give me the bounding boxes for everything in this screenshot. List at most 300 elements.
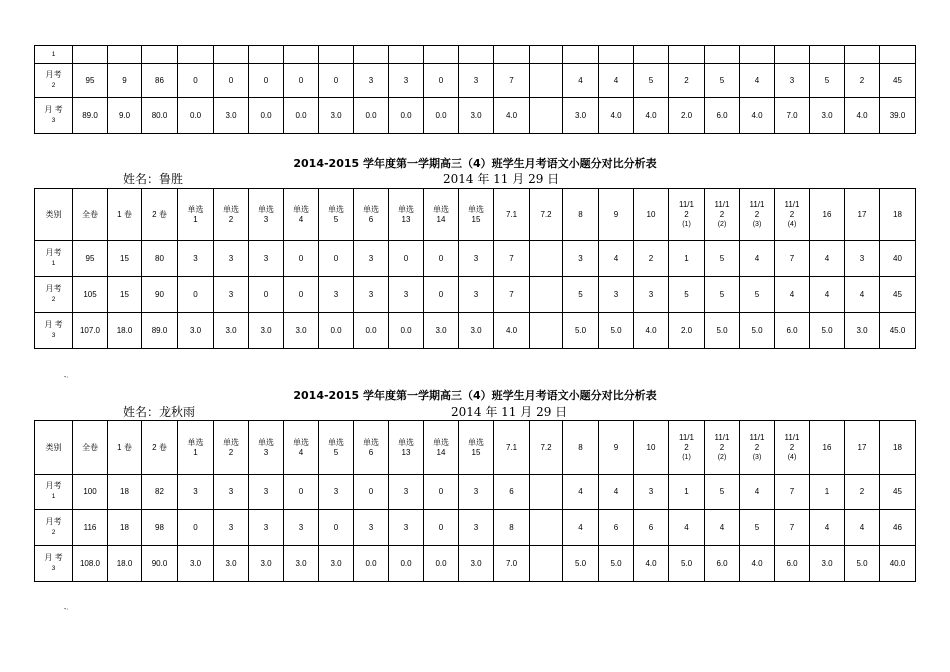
header-cell: 单选 6 (354, 421, 389, 475)
data-cell (494, 46, 530, 64)
data-cell (530, 98, 563, 134)
data-cell: 5.0 (845, 546, 880, 582)
data-cell: 6.0 (705, 98, 740, 134)
data-cell: 5 (563, 277, 599, 313)
data-cell: 4 (740, 64, 775, 98)
table-row (35, 277, 916, 313)
header-cell: 单选 2 (214, 421, 249, 475)
data-cell (319, 46, 354, 64)
data-cell: 5.0 (669, 546, 705, 582)
data-cell: 4.0 (634, 313, 669, 349)
data-cell: 89.0 (142, 313, 178, 349)
data-cell: 5.0 (599, 313, 634, 349)
data-cell: 15 (108, 241, 142, 277)
data-cell: 3 (599, 277, 634, 313)
header-cell: 17 (845, 421, 880, 475)
data-cell: 0 (424, 475, 459, 510)
data-cell: 95 (73, 64, 108, 98)
data-cell: 3 (459, 64, 494, 98)
data-cell: 1 (669, 475, 705, 510)
data-cell: 5 (740, 277, 775, 313)
data-cell: 3 (459, 241, 494, 277)
data-cell: 5.0 (599, 546, 634, 582)
data-cell (284, 46, 319, 64)
data-cell: 0 (284, 277, 319, 313)
data-cell: 5.0 (705, 313, 740, 349)
data-cell: 3 (354, 241, 389, 277)
data-cell: 0 (354, 475, 389, 510)
data-cell: 0.0 (389, 313, 424, 349)
data-cell: 4 (810, 510, 845, 546)
data-cell: 3 (319, 475, 354, 510)
header-subscript: (3) (752, 453, 762, 461)
data-cell: 3.0 (459, 546, 494, 582)
data-cell: 0.0 (389, 546, 424, 582)
header-cell: 全卷 (73, 189, 108, 241)
header-cell: 7.1 (494, 189, 530, 241)
data-cell: 3 (214, 277, 249, 313)
data-cell: 3.0 (249, 313, 284, 349)
data-cell: 3.0 (845, 313, 880, 349)
header-cell: 2 卷 (142, 421, 178, 475)
row-label: 月 考 3 (35, 98, 73, 134)
data-cell: 0 (214, 64, 249, 98)
row-label: 月考 1 (35, 241, 73, 277)
header-subscript: (1) (682, 220, 691, 228)
data-cell: 2 (634, 241, 669, 277)
data-cell: 5 (740, 510, 775, 546)
data-cell: 3.0 (249, 546, 284, 582)
data-cell: 5 (705, 241, 740, 277)
header-cell: 单选 1 (178, 421, 214, 475)
data-cell: 6.0 (705, 546, 740, 582)
data-cell: 0 (319, 241, 354, 277)
data-cell: 3 (389, 510, 424, 546)
header-cell: 11/1 2 (2) (705, 421, 740, 475)
data-cell: 4 (740, 475, 775, 510)
row-label: 月 考 3 (35, 313, 73, 349)
data-cell: 45.0 (880, 313, 916, 349)
data-cell: 15 (108, 277, 142, 313)
data-cell: 5 (705, 64, 740, 98)
data-cell: 4 (740, 241, 775, 277)
header-row (35, 421, 916, 475)
score-table-prev (34, 45, 916, 134)
data-cell: 3 (249, 241, 284, 277)
header-cell: 单选 13 (389, 189, 424, 241)
data-cell: 98 (142, 510, 178, 546)
data-cell: 3 (214, 510, 249, 546)
header-cell: 类别 (35, 421, 73, 475)
data-cell: 6.0 (775, 313, 810, 349)
header-cell: 7.2 (530, 421, 563, 475)
data-cell: 0.0 (284, 98, 319, 134)
data-cell: 0.0 (354, 313, 389, 349)
data-cell: 5 (705, 475, 740, 510)
row-label (35, 46, 73, 64)
row-label-number: 1 (51, 50, 56, 58)
data-cell (424, 46, 459, 64)
header-cell: 单选 5 (319, 189, 354, 241)
data-cell: 0 (319, 64, 354, 98)
data-cell: 4.0 (740, 98, 775, 134)
data-cell: 0.0 (389, 98, 424, 134)
header-cell: 16 (810, 421, 845, 475)
data-cell: 3 (389, 64, 424, 98)
data-cell: 9 (108, 64, 142, 98)
data-cell: 86 (142, 64, 178, 98)
header-cell: 2 卷 (142, 189, 178, 241)
data-cell: 4 (845, 510, 880, 546)
data-cell (634, 46, 669, 64)
data-cell: 3.0 (459, 313, 494, 349)
table-row (35, 510, 916, 546)
table-row (35, 46, 916, 64)
data-cell (740, 46, 775, 64)
table-body (35, 421, 916, 582)
data-cell: 18.0 (108, 546, 142, 582)
score-table-lusheng (34, 188, 916, 349)
data-cell: 3.0 (459, 98, 494, 134)
data-cell: 5 (669, 277, 705, 313)
data-cell: 6 (634, 510, 669, 546)
data-cell: 4 (810, 241, 845, 277)
data-cell: 5 (634, 64, 669, 98)
data-cell: 0 (249, 64, 284, 98)
data-cell: 80 (142, 241, 178, 277)
data-cell (775, 46, 810, 64)
report-title: 2014-2015 学年度第一学期高三（4）班学生月考语文小题分对比分析表 (293, 389, 657, 402)
data-cell: 5.0 (563, 546, 599, 582)
header-cell: 单选 14 (424, 189, 459, 241)
data-cell: 90 (142, 277, 178, 313)
data-cell: 3 (634, 277, 669, 313)
data-cell (530, 546, 563, 582)
data-cell: 3.0 (284, 546, 319, 582)
data-cell: 4.0 (494, 313, 530, 349)
header-cell: 1 卷 (108, 189, 142, 241)
data-cell: 1 (669, 241, 705, 277)
data-cell: 3 (354, 64, 389, 98)
data-cell: 3 (214, 241, 249, 277)
header-cell: 11/1 2 (3) (740, 189, 775, 241)
data-cell: 2 (845, 64, 880, 98)
header-subscript: (3) (752, 220, 762, 228)
header-cell: 11/1 2 (4) (775, 421, 810, 475)
data-cell: 80.0 (142, 98, 178, 134)
header-cell: 单选 14 (424, 421, 459, 475)
header-cell: 单选 13 (389, 421, 424, 475)
table-row (35, 64, 916, 98)
data-cell (108, 46, 142, 64)
data-cell: 90.0 (142, 546, 178, 582)
data-cell: 100 (73, 475, 108, 510)
data-cell: 3 (845, 241, 880, 277)
table-row (35, 98, 916, 134)
data-cell (214, 46, 249, 64)
data-cell: 4 (845, 277, 880, 313)
data-cell: 3.0 (284, 313, 319, 349)
header-cell: 全卷 (73, 421, 108, 475)
data-cell: 105 (73, 277, 108, 313)
data-cell: 3 (354, 277, 389, 313)
header-cell: 16 (810, 189, 845, 241)
data-cell: 0.0 (424, 98, 459, 134)
data-cell: 5.0 (740, 313, 775, 349)
header-cell: 单选 15 (459, 421, 494, 475)
data-cell: 4 (563, 510, 599, 546)
header-cell: 7.1 (494, 421, 530, 475)
data-cell: 3.0 (810, 98, 845, 134)
data-cell: 95 (73, 241, 108, 277)
data-cell: 0.0 (178, 98, 214, 134)
header-cell: 单选 6 (354, 189, 389, 241)
data-cell (599, 46, 634, 64)
data-cell: 7 (775, 510, 810, 546)
data-cell (880, 46, 916, 64)
header-cell: 8 (563, 189, 599, 241)
table-row (35, 241, 916, 277)
row-label: 月考 2 (35, 64, 73, 98)
data-cell: 3 (634, 475, 669, 510)
data-cell: 4 (599, 241, 634, 277)
data-cell: 7.0 (494, 546, 530, 582)
data-cell: 0 (424, 510, 459, 546)
data-cell (459, 46, 494, 64)
data-cell: 8 (494, 510, 530, 546)
header-cell: 单选 1 (178, 189, 214, 241)
header-subscript: (4) (787, 453, 797, 461)
header-cell: 9 (599, 421, 634, 475)
data-cell: 4 (810, 277, 845, 313)
table-body (35, 189, 916, 349)
data-cell: 18 (108, 510, 142, 546)
row-label-number: 1 (51, 493, 56, 500)
data-cell: 0.0 (319, 313, 354, 349)
data-cell: 3.0 (214, 98, 249, 134)
data-cell: 6.0 (775, 546, 810, 582)
data-cell: 3 (459, 475, 494, 510)
header-subscript: (2) (717, 220, 727, 228)
data-cell: 2 (669, 64, 705, 98)
header-cell: 11/1 2 (1) (669, 421, 705, 475)
header-cell: 11/1 2 (1) (669, 189, 705, 241)
data-cell (530, 46, 563, 64)
header-cell: 18 (880, 189, 916, 241)
data-cell: 7 (775, 241, 810, 277)
data-cell (178, 46, 214, 64)
data-cell: 4.0 (599, 98, 634, 134)
data-cell: 18 (108, 475, 142, 510)
data-cell: 2.0 (669, 98, 705, 134)
data-cell (845, 46, 880, 64)
header-cell: 11/1 2 (4) (775, 189, 810, 241)
header-cell: 7.2 (530, 189, 563, 241)
data-cell: 3.0 (319, 98, 354, 134)
data-cell: 0 (389, 241, 424, 277)
header-cell: 11/1 2 (2) (705, 189, 740, 241)
report-date: 2014 年 11 月 29 日 (443, 172, 560, 186)
data-cell: 3.0 (214, 546, 249, 582)
data-cell: 4 (775, 277, 810, 313)
data-cell: 3.0 (810, 546, 845, 582)
report-date: 2014 年 11 月 29 日 (451, 405, 568, 419)
data-cell: 4 (563, 475, 599, 510)
row-label-number: 2 (51, 295, 56, 303)
data-cell: 3 (775, 64, 810, 98)
data-cell (249, 46, 284, 64)
header-cell: 单选 3 (249, 421, 284, 475)
data-cell: 6 (494, 475, 530, 510)
table-row (35, 546, 916, 582)
header-cell: 17 (845, 189, 880, 241)
data-cell: 3 (354, 510, 389, 546)
data-cell: 5.0 (563, 313, 599, 349)
student-name: 姓名：鲁胜 (123, 172, 184, 186)
page-mark: -· (64, 374, 69, 381)
data-cell: 3 (389, 475, 424, 510)
data-cell (73, 46, 108, 64)
data-cell: 45 (880, 277, 916, 313)
data-cell: 6 (599, 510, 634, 546)
data-cell: 4 (599, 475, 634, 510)
header-cell: 单选 5 (319, 421, 354, 475)
row-label-number: 2 (51, 528, 56, 536)
header-row (35, 189, 916, 241)
data-cell: 4 (669, 510, 705, 546)
data-cell: 4.0 (634, 546, 669, 582)
data-cell: 107.0 (73, 313, 108, 349)
header-subscript: (2) (717, 453, 727, 461)
data-cell: 0 (284, 64, 319, 98)
data-cell (530, 277, 563, 313)
data-cell: 9.0 (108, 98, 142, 134)
page-mark: -· (64, 606, 69, 613)
data-cell: 0 (178, 64, 214, 98)
header-cell: 单选 15 (459, 189, 494, 241)
data-cell (389, 46, 424, 64)
data-cell: 40 (880, 241, 916, 277)
data-cell: 7.0 (775, 98, 810, 134)
header-cell: 单选 4 (284, 189, 319, 241)
data-cell: 3.0 (563, 98, 599, 134)
data-cell: 3 (284, 510, 319, 546)
data-cell: 7 (775, 475, 810, 510)
data-cell: 89.0 (73, 98, 108, 134)
data-cell: 0.0 (354, 546, 389, 582)
data-cell: 0 (284, 241, 319, 277)
header-cell: 类别 (35, 189, 73, 241)
header-cell: 10 (634, 189, 669, 241)
data-cell (530, 475, 563, 510)
header-cell: 1 卷 (108, 421, 142, 475)
data-cell: 45 (880, 475, 916, 510)
data-cell (530, 241, 563, 277)
data-cell: 0 (249, 277, 284, 313)
score-table-longqiuyu (34, 420, 916, 582)
data-cell: 3.0 (424, 313, 459, 349)
data-cell: 4 (599, 64, 634, 98)
data-cell: 3 (389, 277, 424, 313)
table-body (35, 46, 916, 134)
data-cell: 3 (459, 277, 494, 313)
data-cell (530, 510, 563, 546)
data-cell: 3.0 (178, 546, 214, 582)
data-cell: 4.0 (494, 98, 530, 134)
data-cell: 4.0 (634, 98, 669, 134)
data-cell: 3 (249, 475, 284, 510)
data-cell: 0 (319, 510, 354, 546)
data-cell: 40.0 (880, 546, 916, 582)
data-cell: 1 (810, 475, 845, 510)
header-cell: 9 (599, 189, 634, 241)
header-cell: 11/1 2 (3) (740, 421, 775, 475)
header-subscript: (1) (682, 453, 691, 461)
data-cell: 0 (424, 277, 459, 313)
table-row (35, 313, 916, 349)
data-cell: 0.0 (354, 98, 389, 134)
data-cell: 0 (178, 277, 214, 313)
data-cell (142, 46, 178, 64)
data-cell: 39.0 (880, 98, 916, 134)
data-cell (530, 64, 563, 98)
data-cell: 3 (319, 277, 354, 313)
data-cell: 3 (459, 510, 494, 546)
data-cell: 3.0 (214, 313, 249, 349)
data-cell: 0.0 (249, 98, 284, 134)
data-cell: 3 (178, 475, 214, 510)
data-cell: 0 (178, 510, 214, 546)
data-cell: 5.0 (810, 313, 845, 349)
row-label: 月 考 3 (35, 546, 73, 582)
data-cell: 5 (705, 277, 740, 313)
data-cell: 3 (249, 510, 284, 546)
data-cell: 0 (424, 64, 459, 98)
row-label-number: 3 (51, 331, 56, 339)
data-cell (705, 46, 740, 64)
data-cell: 3 (178, 241, 214, 277)
data-cell: 3.0 (319, 546, 354, 582)
data-cell (669, 46, 705, 64)
header-cell: 单选 4 (284, 421, 319, 475)
row-label-number: 2 (51, 81, 56, 89)
data-cell: 5 (810, 64, 845, 98)
row-label-number: 1 (51, 259, 56, 267)
header-cell: 10 (634, 421, 669, 475)
data-cell: 0.0 (424, 546, 459, 582)
data-cell: 2.0 (669, 313, 705, 349)
data-cell: 116 (73, 510, 108, 546)
report-title: 2014-2015 学年度第一学期高三（4）班学生月考语文小题分对比分析表 (293, 157, 657, 170)
row-label-number: 3 (51, 116, 56, 124)
data-cell: 4.0 (845, 98, 880, 134)
data-cell (810, 46, 845, 64)
row-label-number: 3 (51, 564, 56, 572)
row-label: 月考 1 (35, 475, 73, 510)
row-label: 月考 2 (35, 510, 73, 546)
data-cell: 46 (880, 510, 916, 546)
data-cell: 4.0 (740, 546, 775, 582)
data-cell: 0 (284, 475, 319, 510)
data-cell: 108.0 (73, 546, 108, 582)
data-cell: 7 (494, 241, 530, 277)
data-cell: 3.0 (178, 313, 214, 349)
data-cell: 4 (563, 64, 599, 98)
data-cell (354, 46, 389, 64)
data-cell: 0 (424, 241, 459, 277)
data-cell (563, 46, 599, 64)
header-cell: 18 (880, 421, 916, 475)
